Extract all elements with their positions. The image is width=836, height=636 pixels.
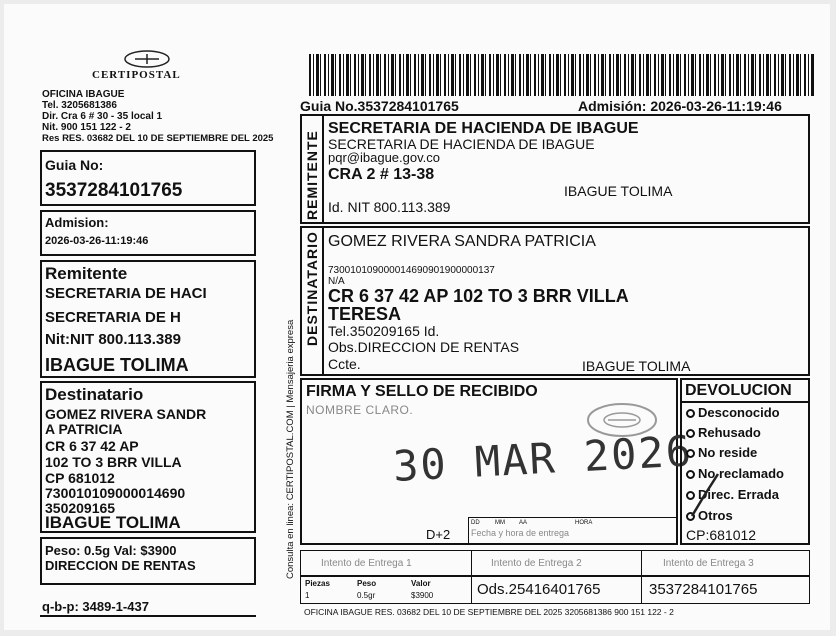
left-peso-box [40, 537, 256, 585]
intento-divider-1 [471, 551, 472, 575]
devolucion-divider [682, 401, 808, 403]
office-name: OFICINA IBAGUE [42, 89, 125, 100]
left-remitente-box [40, 260, 256, 378]
left-guia-value: 3537284101765 [45, 180, 183, 201]
fecha-dd: DD [471, 520, 480, 526]
qbp-underline [40, 615, 256, 617]
left-remitente-city: IBAGUE TOLIMA [45, 355, 189, 375]
radio-icon [686, 449, 695, 458]
left-peso-line2: DIRECCION DE RENTAS [45, 558, 196, 573]
left-destinatario-phone: 350209165 [45, 500, 116, 516]
date-stamp: 30 MAR 2026 [391, 426, 695, 491]
left-destinatario-name1: GOMEZ RIVERA SANDR [45, 406, 207, 422]
ods-number: Ods.25416401765 [477, 581, 601, 598]
left-destinatario-cp: CP 681012 [45, 470, 115, 486]
fecha-mm: MM [495, 520, 505, 526]
intento-2: Intento de Entrega 2 [491, 558, 582, 569]
destinatario-address: CR 6 37 42 AP 102 TO 3 BRR VILLA [328, 286, 629, 306]
left-remitente-label: Remitente [45, 264, 128, 283]
remitente-title: SECRETARIA DE HACIENDA DE IBAGUE [328, 120, 639, 137]
left-destinatario-box [40, 381, 256, 533]
peso-label: Peso [357, 579, 377, 588]
qbp-code: q-b-p: 3489-1-437 [42, 599, 149, 614]
intentos-row [300, 550, 810, 576]
radio-icon [686, 429, 695, 438]
devolucion-option[interactable]: No reclamado [686, 467, 784, 480]
remitente-nit: Id. NIT 800.113.389 [328, 199, 451, 215]
barcode [309, 54, 814, 96]
devolucion-cp: CP:681012 [686, 527, 757, 543]
left-peso-line1: Peso: 0.5g Val: $3900 [45, 543, 177, 558]
header-guia: Guia No.3537284101765 [300, 98, 459, 114]
intento-1: Intento de Entrega 1 [321, 558, 412, 569]
remitente-address: CRA 2 # 13-38 [328, 166, 435, 183]
valor-label: Valor [411, 579, 431, 588]
logo-brand: CERTIPOSTAL [92, 69, 181, 81]
fecha-hora: HORA [575, 520, 593, 526]
fecha-aa: AA [519, 520, 528, 526]
fecha-entrega-box [468, 517, 678, 545]
devolucion-title: DEVOLUCION [685, 382, 792, 399]
footer-text: OFICINA IBAGUE RES. 03682 DEL 10 DE SEPTIEMBRE DEL 2025 3205681386 900 151 122 - 2 [304, 607, 674, 617]
destinatario-ccte: Ccte. [328, 356, 361, 372]
piezas-row [300, 576, 810, 604]
left-admision-box [40, 210, 256, 256]
devolucion-option[interactable]: Otros [686, 509, 733, 522]
left-admision-label: Admision: [45, 215, 109, 230]
intento-3: Intento de Entrega 3 [663, 558, 754, 569]
left-destinatario-label: Destinatario [45, 385, 144, 404]
piezas-label: Piezas [305, 579, 330, 588]
devolucion-option[interactable]: No reside [686, 446, 757, 459]
office-tel: Tel. 3205681386 [42, 100, 117, 111]
office-nit: Nit. 900 151 122 - 2 [42, 122, 131, 133]
destinatario-address2: TERESA [328, 304, 402, 324]
remitente-subtitle: SECRETARIA DE HACIENDA DE IBAGUE [328, 136, 595, 152]
left-destinatario-addr2: 102 TO 3 BRR VILLA [45, 454, 182, 470]
destinatario-tel: Tel.350209165 Id. [328, 323, 440, 339]
left-remitente-line2: SECRETARIA DE H [45, 309, 181, 326]
side-consulta-text: Consulta en linea: CERTIPOSTAL.COM | Mensajeria expresa [285, 319, 296, 579]
devolucion-option[interactable]: Desconocido [686, 406, 780, 419]
remitente-vertical-label: REMITENTE [304, 130, 320, 220]
guia-bottom: 3537284101765 [649, 581, 758, 598]
left-destinatario-name2: A PATRICIA [45, 421, 123, 437]
devolucion-box [680, 378, 810, 545]
remitente-city: IBAGUE TOLIMA [564, 183, 673, 199]
destinatario-na: N/A [328, 276, 345, 287]
shipping-label [4, 4, 830, 630]
office-dir: Dir. Cra 6 # 30 - 35 local 1 [42, 111, 163, 122]
devolucion-option[interactable]: Direc. Errada [686, 488, 779, 501]
left-guia-label: Guia No: [45, 157, 104, 173]
office-res: Res RES. 03682 DEL 10 DE SEPTIEMBRE DEL 2025 [42, 133, 274, 144]
destinatario-code: 730010109000014690901900000137 [328, 265, 495, 276]
destinatario-box [300, 226, 810, 376]
devolucion-option[interactable]: Rehusado [686, 426, 761, 439]
remitente-email: pqr@ibague.gov.co [328, 150, 440, 165]
firma-box [300, 378, 695, 545]
radio-icon [686, 409, 695, 418]
left-destinatario-code: 730010109000014690 [45, 485, 186, 501]
destinatario-vertical-label: DESTINATARIO [304, 231, 320, 346]
peso-value: 0.5gr [357, 591, 376, 600]
intento-divider-2 [641, 551, 642, 575]
destinatario-name: GOMEZ RIVERA SANDRA PATRICIA [328, 233, 596, 250]
left-destinatario-city: IBAGUE TOLIMA [45, 513, 181, 532]
left-remitente-line1: SECRETARIA DE HACI [45, 285, 207, 302]
left-guia-box [40, 150, 256, 206]
piezas-value: 1 [305, 591, 310, 600]
piezas-divider-1 [471, 577, 472, 603]
piezas-divider-2 [641, 577, 642, 603]
header-admision: Admisión: 2026-03-26-11:19:46 [578, 98, 782, 114]
remitente-box [300, 114, 810, 224]
valor-value: $3900 [411, 591, 434, 600]
check-mark-icon [688, 470, 722, 520]
fecha-label: Fecha y hora de entrega [471, 528, 570, 538]
left-destinatario-addr1: CR 6 37 42 AP [45, 438, 139, 454]
destinatario-obs: Obs.DIRECCION DE RENTAS [328, 339, 520, 355]
firma-nombre: NOMBRE CLARO. [306, 403, 414, 417]
left-admision-value: 2026-03-26-11:19:46 [45, 235, 149, 247]
remitente-divider [322, 116, 324, 222]
firma-title: FIRMA Y SELLO DE RECIBIDO [306, 383, 538, 400]
destinatario-city: IBAGUE TOLIMA [582, 358, 691, 374]
destinatario-divider [322, 228, 324, 374]
left-remitente-nit: Nit:NIT 800.113.389 [45, 331, 181, 348]
firma-dplus: D+2 [426, 527, 451, 542]
